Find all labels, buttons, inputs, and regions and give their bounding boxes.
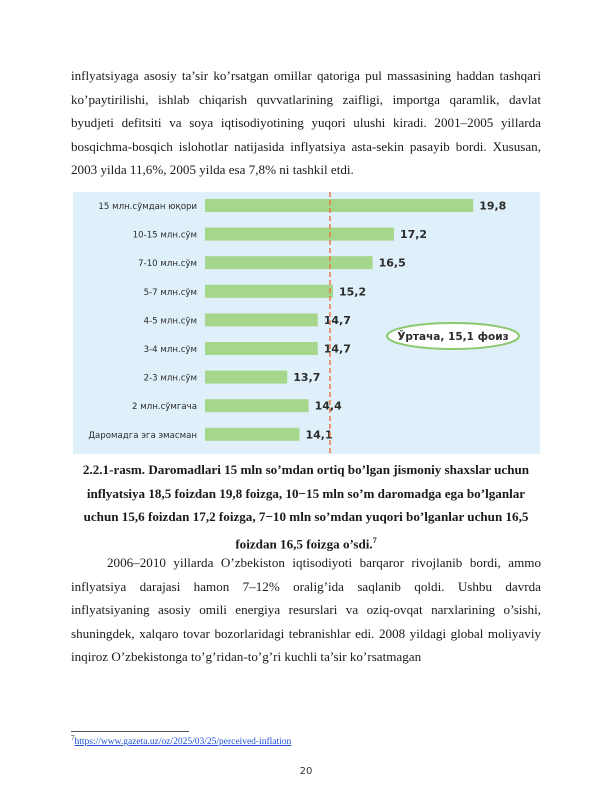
caption-footnote-ref: 7 (372, 535, 377, 545)
value-label-7: 14,4 (314, 399, 342, 413)
bar-0 (205, 199, 473, 212)
value-label-1: 17,2 (399, 228, 428, 242)
bar-4 (205, 313, 318, 326)
bar-7 (205, 399, 309, 412)
caption-text: 2.2.1-rasm. Daromadlari 15 mln so’mdan ortiq bo’lgan jismoniy shaxslar uchun inflyatsiya 18,5 foizdan 19,8 foizga, 10−15 mln so’m daromadga ega bo’lganlar uchun 15,6 foizdan 17,2 foizga, 7−10 mln so’mdan yuqori bo’lganlar uchun 16,5 foizdan 16,5 foizga o’sdi. (82, 462, 530, 551)
category-label-4: 4-5 млн.сўм (143, 316, 197, 327)
average-label: Ўртача, 15,1 фоиз (397, 331, 509, 343)
inflation-by-income-chart (73, 192, 540, 454)
category-label-1: 10-15 млн.сўм (132, 230, 197, 241)
category-label-5: 3-4 млн.сўм (143, 345, 197, 355)
figure-caption (71, 458, 541, 555)
value-label-6: 13,7 (293, 371, 321, 385)
category-label-6: 2-3 млн.сўм (143, 373, 197, 384)
bar-1 (205, 228, 394, 241)
bar-2 (205, 256, 373, 269)
category-label-2: 7-10 млн.сўм (138, 259, 197, 270)
bar-3 (205, 285, 333, 298)
value-label-5: 14,7 (323, 342, 351, 356)
footnote (71, 734, 291, 747)
footnote-link[interactable]: https://www.gazeta.uz/oz/2025/03/25/perceived-inflation (74, 737, 292, 748)
category-label-8: Даромадга эга эмасман (88, 430, 197, 441)
value-label-3: 15,2 (339, 285, 367, 299)
value-label-4: 14,7 (323, 313, 351, 327)
category-label-0: 15 млн.сўмдан юқори (98, 202, 197, 212)
chart-svg (73, 192, 540, 454)
category-label-3: 5-7 млн.сўм (143, 287, 197, 298)
page-number: 20 (299, 766, 313, 777)
bar-5 (205, 342, 318, 355)
value-label-8: 14,1 (305, 428, 333, 442)
bar-6 (205, 371, 287, 384)
bar-8 (205, 428, 299, 441)
value-label-2: 16,5 (378, 256, 406, 270)
footnote-rule (71, 731, 189, 732)
footnote-number: 7 (71, 734, 75, 742)
paragraph-2006-2010: 2006–2010 yillarda O’zbekiston iqtisodiyoti barqaror rivojlanib bordi, ammo inflyatsiya darajasi hamon 7–12% oralig’ida saqlanib qoldi. Ushbu davrda inflyatsiyaning asosiy omili energiya resurslari va oziq-ovqat narxlarining o’sishi, shuningdek, xalqaro tovar bozorlaridagi tebranishlar edi. 2008 yildagi global moliyaviy inqiroz O’zbekistonga to’g’ridan-to’g’ri kuchli ta’sir ko’rsatmagan (71, 555, 541, 664)
paragraph-intro: inflyatsiyaga asosiy ta’sir ko’rsatgan omillar qatoriga pul massasining haddan tashqari ko’paytirilishi, ishlab chiqarish quvvatlarining zaifligi, importga qaramlik, davlat byudjeti defitsiti va soya iqtisodiyotining yuqori ulushi kiradi. 2001–2005 yillarda bosqichma-bosqich islohotlar natijasida inflyatsiya asta-sekin pasayib bordi. Xususan, 2003 yilda 11,6%, 2005 yilda esa 7,8% ni tashkil etdi. (71, 68, 541, 177)
category-label-7: 2 млн.сўмгача (132, 402, 197, 413)
value-label-0: 19,8 (479, 199, 507, 213)
